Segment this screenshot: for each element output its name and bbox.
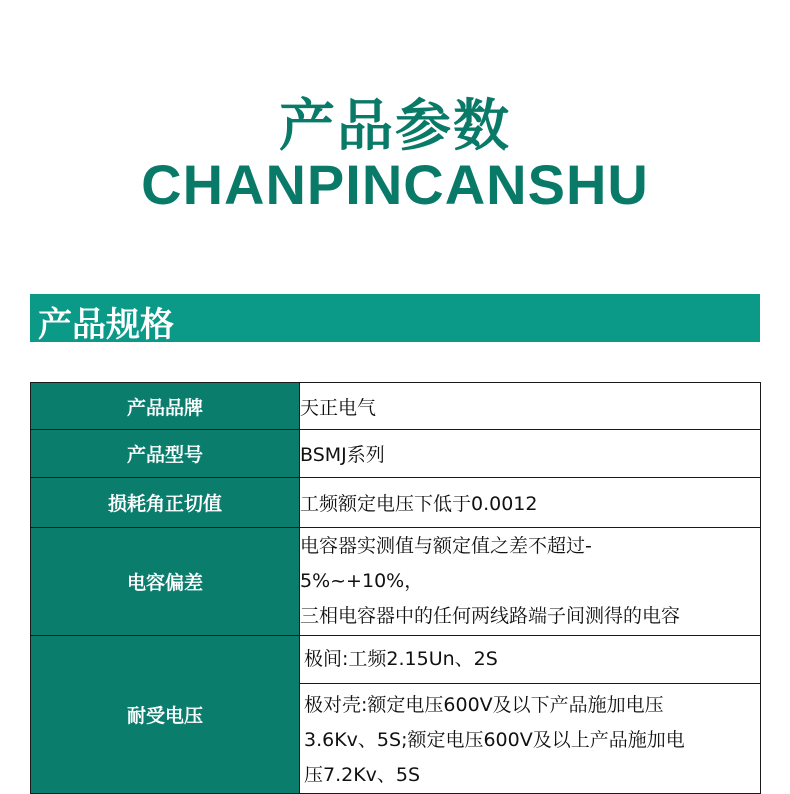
spec-key-model: 产品型号 [31,430,300,478]
spec-key-brand: 产品品牌 [31,383,300,430]
spec-value-line: 5%~+10%， [300,570,424,592]
spec-value-line: 极对壳:额定电压600V及以下产品施加电压 [304,694,664,716]
section-header-bar [30,294,760,345]
table-row [31,528,761,636]
spec-value-model: BSMJ系列 [300,430,761,478]
spec-table [30,382,761,794]
table-row [31,636,761,794]
spec-value-brand: 天正电气 [300,383,761,430]
spec-value-line: 电容器实测值与额定值之差不超过- [300,535,592,557]
page-title-en: CHANPINCANSHU [141,153,649,216]
spec-value-capacitance-deviation [300,528,761,636]
spec-value-line: 极间:工频2.15Un、2S [304,648,498,670]
spec-key-withstand-voltage: 耐受电压 [31,636,300,794]
table-row [31,478,761,528]
spec-key-loss-tangent: 损耗角正切值 [31,478,300,528]
spec-subcell-pole-to-pole [300,636,760,683]
section-title: 产品规格 [38,305,174,345]
table-row [31,430,761,478]
spec-value-withstand-voltage [300,636,761,794]
table-row [31,383,761,430]
spec-key-capacitance-deviation: 电容偏差 [31,528,300,636]
spec-value-line: 三相电容器中的任何两线路端子间测得的电容 [300,605,681,627]
page-title-cn: 产品参数 [279,94,511,159]
spec-value-line: 压7.2Kv、5S [304,764,421,786]
spec-value-loss-tangent: 工频额定电压下低于0.0012 [300,478,761,528]
spec-subcell-pole-to-case [300,683,760,793]
spec-value-line: 3.6Kv、5S;额定电压600V及以上产品施加电 [304,729,685,751]
